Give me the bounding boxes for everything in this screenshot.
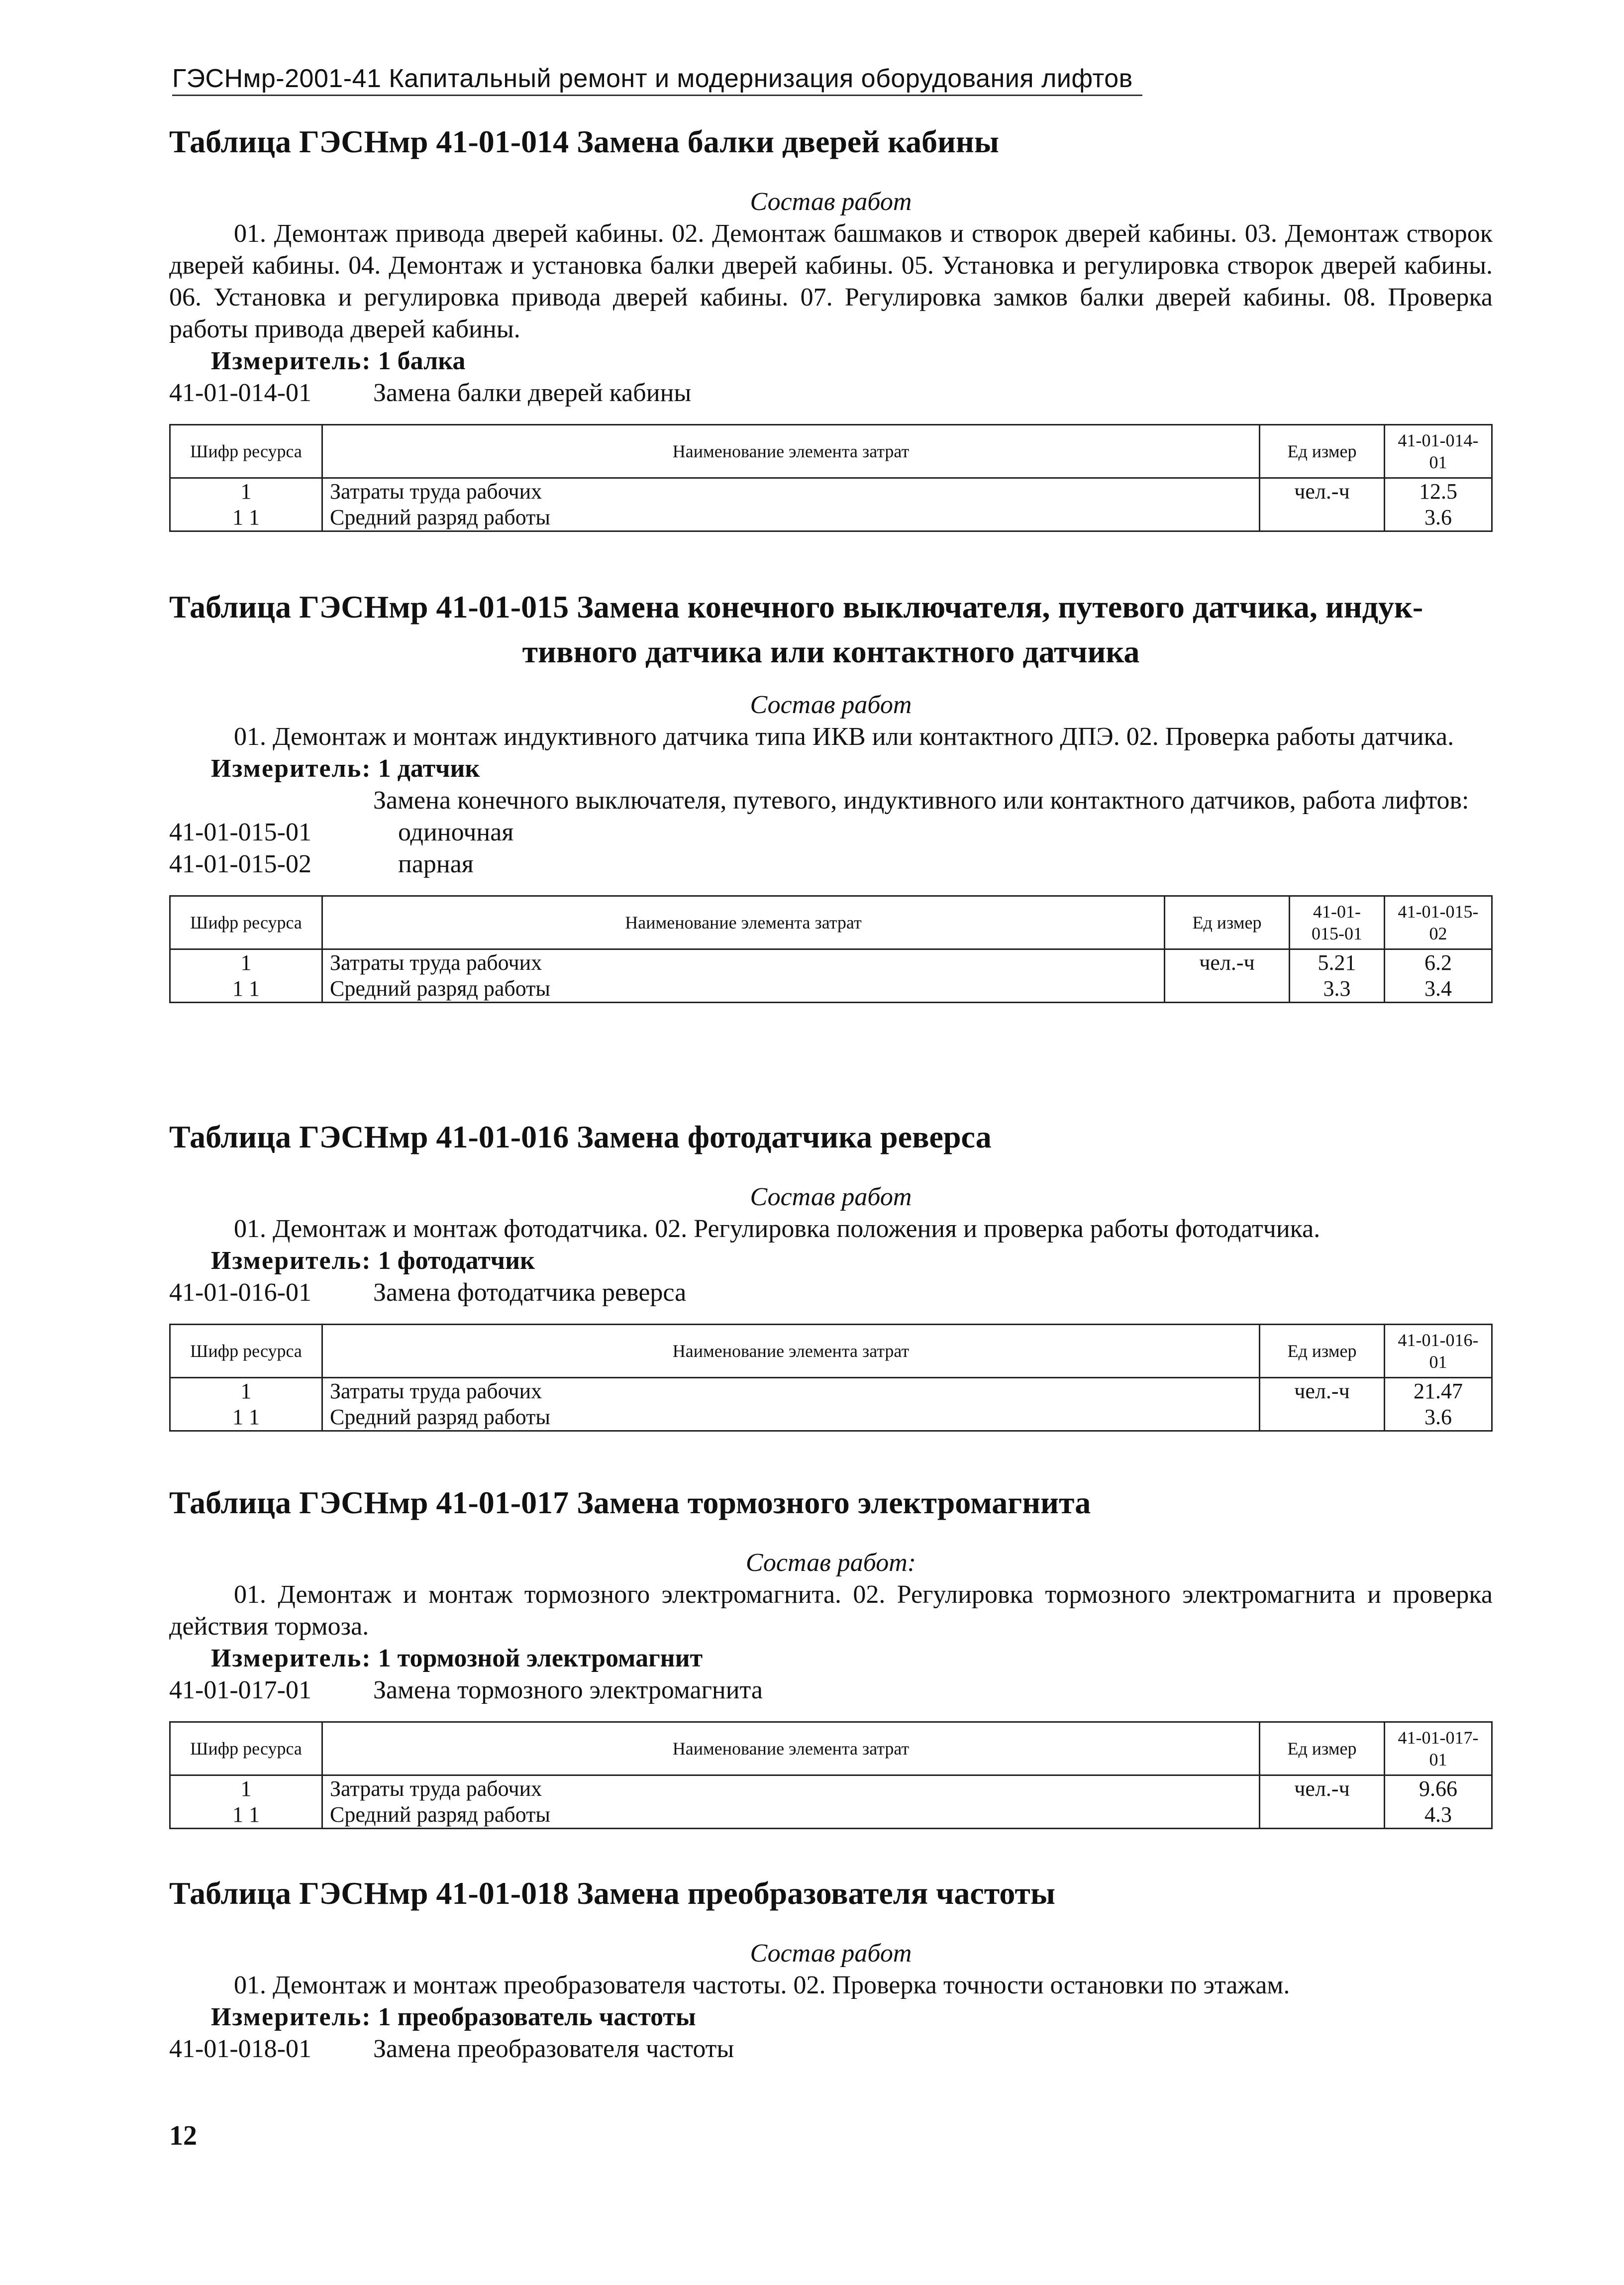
section-title-line2: тивного датчика или контактного датчика xyxy=(522,634,1140,669)
running-header: ГЭСНмр-2001-41 Капитальный ремонт и модернизация оборудования лифтов xyxy=(172,64,1142,96)
table-row xyxy=(170,1378,1492,1405)
table-header-row xyxy=(170,1325,1492,1378)
table-row xyxy=(170,949,1492,976)
col-name-header: Наименование элемента затрат xyxy=(322,425,1260,478)
meter-label: Измеритель: xyxy=(211,2003,372,2031)
row-value: 3.6 xyxy=(1385,505,1492,531)
resource-table xyxy=(169,1324,1493,1432)
row-unit: чел.-ч xyxy=(1165,949,1290,976)
norm-code: 41-01-016-01 xyxy=(169,1278,311,1307)
row-code: 1 xyxy=(170,1378,322,1405)
meter-label: Измеритель: xyxy=(211,1644,372,1672)
norm-code-line xyxy=(169,2033,1493,2065)
section-title: Таблица ГЭСНмр 41-01-018 Замена преобразователя частоты xyxy=(169,1875,1055,1911)
row-code: 1 1 xyxy=(170,1802,322,1829)
meter-value: 1 преобразователь частоты xyxy=(378,2003,696,2031)
works-description: 01. Демонтаж привода дверей кабины. 02. Демонтаж башмаков и створок дверей кабины. 03. Демонтаж створок дверей кабины. 04. Демонтаж и установка балки дверей кабины. 05. Установка и регулировка створок дверей кабины. 06. Установка и регулировка привода дверей кабины. 07. Регулировка замков балки дверей кабины. 08. Проверка работы привода дверей кабины. xyxy=(169,219,1493,343)
norm-code: 41-01-018-01 xyxy=(169,2035,311,2063)
row-value: 5.21 xyxy=(1290,949,1385,976)
row-name: Средний разряд работы xyxy=(322,1802,1260,1829)
row-code: 1 1 xyxy=(170,976,322,1003)
col-unit-header: Ед измер xyxy=(1165,896,1290,949)
row-value: 6.2 xyxy=(1385,949,1492,976)
table-row xyxy=(170,478,1492,505)
col-value-header: 41-01-015-01 xyxy=(1290,896,1385,949)
works-description: 01. Демонтаж и монтаж фотодатчика. 02. Регулировка положения и проверка работы фотодатчика. xyxy=(234,1215,1320,1243)
row-unit: чел.-ч xyxy=(1260,1775,1385,1802)
norm-code: 41-01-015-02 xyxy=(169,850,311,878)
row-unit xyxy=(1260,505,1385,531)
norm-code-line xyxy=(169,1674,1493,1706)
meter-label: Измеритель: xyxy=(211,754,372,783)
sub-item-label: одиночная xyxy=(398,818,514,846)
meter-value: 1 фотодатчик xyxy=(378,1246,535,1275)
norm-description: Замена тормозного электромагнита xyxy=(373,1676,763,1704)
meter-line xyxy=(211,345,1493,377)
meter-line xyxy=(211,2001,1493,2033)
table-header-row xyxy=(170,896,1492,949)
col-code-header: Шифр ресурса xyxy=(170,1325,322,1378)
row-code: 1 1 xyxy=(170,505,322,531)
sub-item xyxy=(169,848,1493,880)
row-name: Средний разряд работы xyxy=(322,976,1165,1003)
norm-description: Замена балки дверей кабины xyxy=(373,379,692,407)
col-code-header: Шифр ресурса xyxy=(170,1722,322,1775)
row-code: 1 xyxy=(170,949,322,976)
works-description: 01. Демонтаж и монтаж тормозного электромагнита. 02. Регулировка тормозного электромагнита и проверка действия тормоза. xyxy=(169,1580,1493,1641)
norm-description: Замена фотодатчика реверса xyxy=(373,1278,687,1307)
table-row xyxy=(170,1802,1492,1829)
meter-label: Измеритель: xyxy=(211,1246,372,1275)
col-unit-header: Ед измер xyxy=(1260,1325,1385,1378)
meter-line xyxy=(211,1643,1493,1674)
row-name: Затраты труда рабочих xyxy=(322,949,1165,976)
works-description: 01. Демонтаж и монтаж индуктивного датчика типа ИКВ или контактного ДПЭ. 02. Проверка работы датчика. xyxy=(234,723,1454,751)
col-name-header: Наименование элемента затрат xyxy=(322,1325,1260,1378)
col-unit-header: Ед измер xyxy=(1260,1722,1385,1775)
row-value: 9.66 xyxy=(1385,1775,1492,1802)
section-title: Таблица ГЭСНмр 41-01-016 Замена фотодатчика реверса xyxy=(169,1119,992,1154)
table-header-row xyxy=(170,1722,1492,1775)
row-code: 1 1 xyxy=(170,1404,322,1431)
col-value-header: 41-01-016-01 xyxy=(1385,1325,1492,1378)
row-value: 3.4 xyxy=(1385,976,1492,1003)
section-41-01-016 xyxy=(169,1115,1493,1432)
meter-line xyxy=(211,753,1493,785)
section-title: Таблица ГЭСНмр 41-01-017 Замена тормозного электромагнита xyxy=(169,1485,1091,1520)
section-41-01-015 xyxy=(169,585,1493,1003)
row-name: Средний разряд работы xyxy=(322,1404,1260,1431)
row-name: Средний разряд работы xyxy=(322,505,1260,531)
section-subtitle: Состав работ xyxy=(750,188,912,216)
section-subtitle: Состав работ xyxy=(750,1939,912,1968)
sub-item-label: парная xyxy=(398,850,474,878)
section-subtitle: Состав работ xyxy=(750,1183,912,1211)
row-code: 1 xyxy=(170,478,322,505)
table-header-row xyxy=(170,425,1492,478)
row-value: 4.3 xyxy=(1385,1802,1492,1829)
row-name: Затраты труда рабочих xyxy=(322,1378,1260,1405)
section-subtitle: Состав работ xyxy=(750,691,912,719)
norm-code: 41-01-015-01 xyxy=(169,818,311,846)
table-row xyxy=(170,505,1492,531)
row-unit xyxy=(1260,1802,1385,1829)
group-description: Замена конечного выключателя, путевого, индуктивного или контактного датчиков, работа лифтов: xyxy=(373,786,1469,815)
row-value: 3.6 xyxy=(1385,1404,1492,1431)
table-row xyxy=(170,1404,1492,1431)
col-value-header: 41-01-014-01 xyxy=(1385,425,1492,478)
section-title-line1: Таблица ГЭСНмр 41-01-015 Замена конечного выключателя, путевого датчика, индук- xyxy=(169,589,1423,624)
norm-code: 41-01-014-01 xyxy=(169,379,311,407)
row-value: 12.5 xyxy=(1385,478,1492,505)
section-41-01-014 xyxy=(169,119,1493,532)
section-41-01-017 xyxy=(169,1480,1493,1829)
norm-description: Замена преобразователя частоты xyxy=(373,2035,734,2063)
row-code: 1 xyxy=(170,1775,322,1802)
col-value-header: 41-01-015-02 xyxy=(1385,896,1492,949)
resource-table xyxy=(169,895,1493,1003)
resource-table xyxy=(169,424,1493,532)
col-code-header: Шифр ресурса xyxy=(170,425,322,478)
table-row xyxy=(170,1775,1492,1802)
col-value-header: 41-01-017-01 xyxy=(1385,1722,1492,1775)
row-unit: чел.-ч xyxy=(1260,478,1385,505)
row-value: 21.47 xyxy=(1385,1378,1492,1405)
col-name-header: Наименование элемента затрат xyxy=(322,896,1165,949)
row-name: Затраты труда рабочих xyxy=(322,1775,1260,1802)
page-number: 12 xyxy=(169,2120,197,2151)
sub-item xyxy=(169,817,1493,848)
meter-value: 1 датчик xyxy=(378,754,480,783)
col-unit-header: Ед измер xyxy=(1260,425,1385,478)
meter-value: 1 балка xyxy=(378,347,466,375)
resource-table xyxy=(169,1721,1493,1829)
norm-code-line xyxy=(169,1277,1493,1309)
row-name: Затраты труда рабочих xyxy=(322,478,1260,505)
meter-label: Измеритель: xyxy=(211,347,372,375)
section-title: Таблица ГЭСНмр 41-01-014 Замена балки дверей кабины xyxy=(169,124,999,159)
meter-line xyxy=(211,1245,1493,1277)
norm-code: 41-01-017-01 xyxy=(169,1676,311,1704)
table-row xyxy=(170,976,1492,1003)
row-unit xyxy=(1260,1404,1385,1431)
section-subtitle: Состав работ: xyxy=(745,1549,916,1577)
row-unit xyxy=(1165,976,1290,1003)
section-41-01-018 xyxy=(169,1871,1493,2065)
norm-code-line xyxy=(169,377,1493,409)
col-code-header: Шифр ресурса xyxy=(170,896,322,949)
works-description: 01. Демонтаж и монтаж преобразователя частоты. 02. Проверка точности остановки по этажам. xyxy=(234,1971,1290,1999)
row-unit: чел.-ч xyxy=(1260,1378,1385,1405)
col-name-header: Наименование элемента затрат xyxy=(322,1722,1260,1775)
meter-value: 1 тормозной электромагнит xyxy=(378,1644,703,1672)
row-value: 3.3 xyxy=(1290,976,1385,1003)
